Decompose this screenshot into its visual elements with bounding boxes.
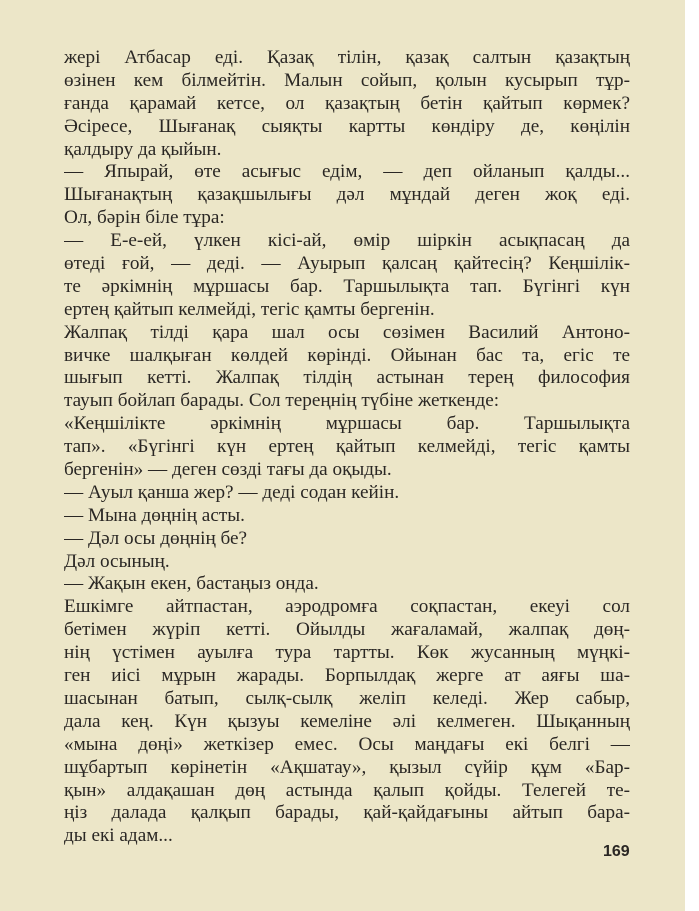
text-line: шығып кетті. Жалпақ тілдің астынан терең философия bbox=[64, 367, 630, 389]
text-line: бетімен жүріп кетті. Ойылды жағаламай, жалпақ дөң- bbox=[64, 619, 630, 641]
text-line: бергенін» — деген сөзді тағы да оқыды. bbox=[64, 459, 392, 481]
text-line: вичке шалқыған көлдей көрінді. Ойынан бас та, егіс те bbox=[64, 344, 630, 366]
text-line: «Кеңшілікте әркімнің мұршасы бар. Таршылықта bbox=[64, 413, 630, 435]
text-line: өтеді ғой, — деді. — Ауырып қалсаң қайтесің? Кеңшілік- bbox=[64, 253, 630, 275]
text-line: өзінен кем білмейтін. Малын сойып, қолын кусырып тұр- bbox=[64, 69, 630, 91]
text-line: — Мына дөңнің асты. bbox=[64, 504, 245, 526]
text-line: ды екі адам... bbox=[64, 825, 173, 847]
text-line: нің үстімен ауылға тура тартты. Көк жусанның мүңкі- bbox=[64, 642, 630, 664]
text-line: те әркімнің мұршасы бар. Таршылықта тап. Бүгінгі күн bbox=[64, 275, 630, 297]
text-line: — Япырай, өте асығыс едім, — деп ойланып қалды... bbox=[64, 161, 630, 183]
text-line: жері Атбасар еді. Қазақ тілін, қазақ салтын қазақтың bbox=[64, 47, 630, 68]
text-line: тап». «Бүгінгі күн ертең қайтып келмейді, тегіс қамты bbox=[64, 436, 630, 458]
text-line: — Дәл осы дөңнің бе? bbox=[64, 527, 248, 549]
text-line: Шығанақтың қазақшылығы дәл мұндай деген жоқ еді. bbox=[64, 184, 630, 206]
text-line: шасынан батып, сылқ-сылқ желіп келеді. Жер сабыр, bbox=[64, 687, 630, 709]
text-line: тауып бойлап барады. Сол тереңнің түбіне жеткенде: bbox=[64, 390, 500, 412]
text-line: — Ауыл қанша жер? — деді содан кейін. bbox=[64, 481, 400, 503]
text-line: қын» алдақашан дөң астында қалып қойды. Телегей те- bbox=[64, 779, 630, 801]
page-edge bbox=[685, 0, 699, 911]
body-text bbox=[64, 47, 630, 848]
page-number: 169 bbox=[603, 843, 630, 860]
text-line: — Жақын екен, бастаңыз онда. bbox=[64, 573, 319, 595]
text-line: Ол, бәрін біле тұра: bbox=[64, 207, 225, 229]
text-line: дала кең. Күн қызуы кемеліне әлі келмеген. Шықанның bbox=[64, 710, 630, 732]
text-line: «мына дөңі» жеткізер емес. Осы маңдағы екі белгі — bbox=[64, 733, 630, 755]
text-line: ген иісі мұрын жарады. Борпылдақ жерге ат аяғы ша- bbox=[64, 665, 630, 687]
text-line: қалдыру да қыйын. bbox=[64, 138, 222, 160]
text-line: ңіз далада қалқып барады, қай-қайдағыны айтып бара- bbox=[64, 802, 630, 824]
text-line: шұбартып көрінетін «Ақшатау», қызыл сүйір құм «Бар- bbox=[64, 756, 630, 778]
text-line: ертең қайтып келмейді, тегіс қамты бергенін. bbox=[64, 298, 435, 320]
text-line: ғанда қарамай кетсе, ол қазақтың бетін қайтып көрмек? bbox=[64, 92, 630, 114]
text-line: Әсіресе, Шығанақ сыяқты картты көндіру де, көңілін bbox=[64, 115, 630, 137]
text-line: Дәл осының. bbox=[64, 550, 170, 572]
text-line: Жалпақ тілді қара шал осы сөзімен Василий Антоно- bbox=[64, 321, 630, 343]
text-line: — Е-е-ей, үлкен кісі-ай, өмір шіркін асықпасаң да bbox=[64, 230, 630, 252]
text-line: Ешкімге айтпастан, аэродромға соқпастан, екеуі сол bbox=[64, 596, 630, 618]
